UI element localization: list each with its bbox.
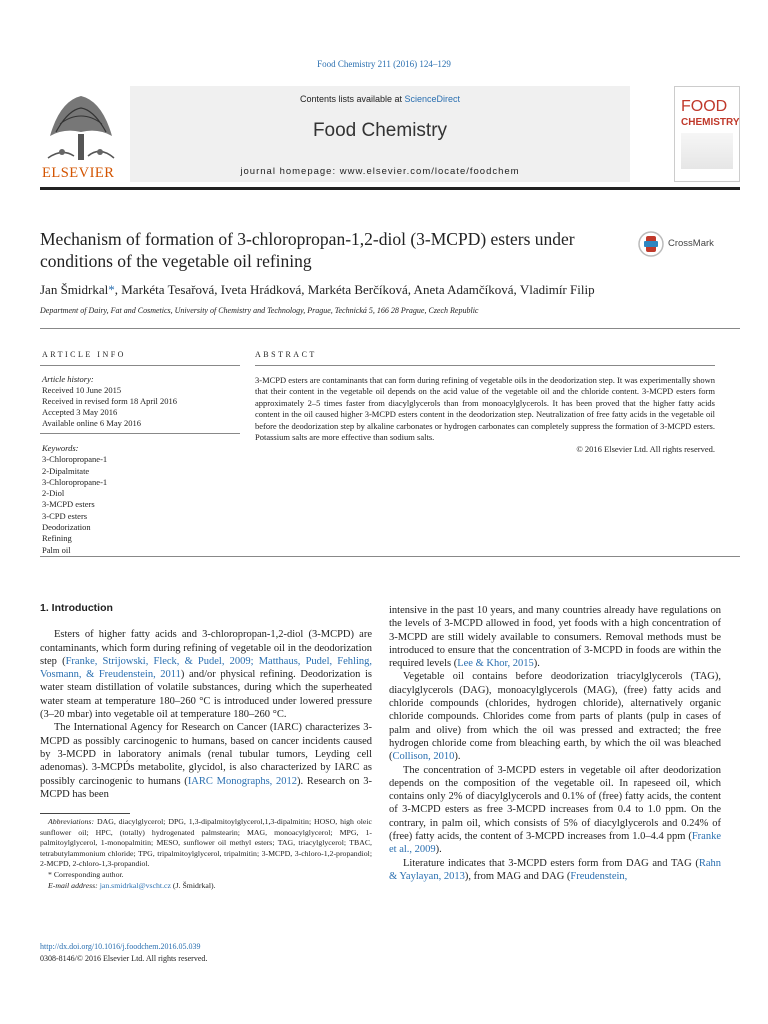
history-item: Received in revised form 18 April 2016 [42,396,178,406]
paragraph: The concentration of 3-MCPD esters in vegetable oil after deodorization depends on the composition of the vegetable oil. In rapeseed oil, which contains only 2% of diacylglycerols and 0.1% of (free) fatty acids, the content of 3-MCPD esters as free 3-MCPD increases from 0.4 to 1.0 ppm. On the contrary, in palm oil, which consists of 5% of diacylglycerols and 0.24% of (free) fatty acids, the content of 3-MCPD increases from 1.0–4.4 ppm (Franke et al., 2009). [389,764,721,856]
paragraph: Vegetable oil contains before deodorization triacylglycerols (TAG), diacylglycerols (DAG), monoacylglycerols (MAG), (free) fatty acids and chloride compounds (chlorides, hydrogen chloride), alternatively organic chloride compounds. Chlorides come from parts of plants (pulp in cases of palm and olive) from which the oil was pressed and extracted; the free hydrogen chloride come from bleaching earth, by which the oil was bleached (Collison, 2010). [389,671,721,763]
elsevier-wordmark: ELSEVIER [42,165,115,181]
citation-link[interactable]: Franke, Strijowski, Fleck, & Pudel, 2009; Matthaus, Pudel, Fehling, Vosmann, & Freudenstein, 2011 [40,655,372,681]
masthead-rule [40,187,740,190]
divider [40,556,740,557]
crossmark-label: CrossMark [668,238,714,249]
section-heading: 1. Introduction [40,602,113,614]
citation-link[interactable]: Lee & Khor, 2015 [457,658,534,670]
doi-link[interactable]: http://dx.doi.org/10.1016/j.foodchem.2016.05.039 [40,942,201,951]
journal-banner [130,86,630,182]
body-column-right [389,604,721,883]
citation-link[interactable]: Freudenstein, [570,870,628,882]
divider [40,328,740,329]
article-history [42,374,237,429]
citation-link[interactable]: IARC Monographs, 2012 [187,775,298,787]
email-link[interactable]: jan.smidrkal@vscht.cz [99,880,171,890]
paragraph: The International Agency for Research on Cancer (IARC) characterizes 3-MCPD as possibly carcinogenic to humans, based on cancer incidents caused by 3-MCPD in laboratory animals (renal tubular tumors, Leyding cell adenomas). 3-MCPD́s metabolite, glycidol, is also characterized by IARC as possibly carcinogenic to humans (IARC Monographs, 2012). Research on 3-MCPD has been [40,722,373,800]
paragraph: Literature indicates that 3-MCPD esters form from DAG and TAG (Rahn & Yaylayan, 2013), from MAG and DAG (Freudenstein, [389,857,721,882]
citation-link[interactable]: Collison, 2010 [392,751,455,763]
cover-food-text: FOOD [681,98,728,115]
history-label: Article history: [42,374,94,384]
authors-rest: , Markéta Tesařová, Iveta Hrádková, Markéta Berčíková, Aneta Adamčíková, Vladimír Filip [114,282,595,297]
cover-chemistry-text: CHEMISTRY [681,117,740,128]
history-item: Received 10 June 2015 [42,385,122,395]
keyword: Deodorization [42,522,91,533]
body-column-left [40,602,372,801]
affiliation: Department of Dairy, Fat and Cosmetics, University of Chemistry and Technology, Prague, Technická 5, 166 28 Prague, Czech Republic [40,306,479,315]
abstract-body [255,375,715,456]
contents-line: Contents lists available at ScienceDirect [299,94,461,104]
footnotes [40,817,372,891]
author-list [40,282,740,298]
keyword: 2-Diol [42,488,65,499]
abstract-heading: ABSTRACT [255,350,317,359]
crossmark-icon [638,230,664,258]
divider [255,365,715,366]
abstract-copyright: © 2016 Elsevier Ltd. All rights reserved. [576,444,715,455]
keyword: 2-Dipalmitate [42,465,90,476]
abstract-text: 3-MCPD esters are contaminants that can form during refining of vegetable oils in the deodorization step. It was experimentally shown that their content in the vegetable oil depends on the acid value of the vegetable oil and the chloride content. 3-MCPD esters form approximately 2–5 times faster from diacylglycerols than from monoacylglycerols. It has been proved that the higher fatty acids content in the oil caused higher 3-MCPD esters content in the deodorization step. Neutralization of free fatty acids in the vegetable oil before the deodorization step by alkaline carbonates or hydrogen carbonates can completely suppress the formation of 3-MCPD esters. Potassium salts are more effective than sodium salts. [255,375,715,443]
paragraph: Esters of higher fatty acids and 3-chloropropan-1,2-diol (3-MCPD) are contaminants, which form during refining of vegetable oil in the deodorization step (Franke, Strijowski, Fleck, & Pudel, 2009; Matthaus, Pudel, Fehling, Vosmann, & Freudenstein, 2011) and/or physical refining. Deodorization is water steam distillation of volatile substances, during which the superheated water steam at temperature 180–260 °C is introduced under lowered pressure (3–20 mbar) into vegetable oil at temperature 180–260 °C. [40,629,372,721]
paragraph-continued: intensive in the past 10 years, and many countries already have regulations on the levels of 3-MCPD allowed in food, yet foods with a high concentration of 3-MCPD are still widely available to consumers. Removal methods must be introduced to ensure that the concentration of 3-MCPD in foods are within the required levels (Lee & Khor, 2015). [389,605,721,670]
keywords-list [42,443,237,556]
citation-link[interactable]: Rahn & Yaylayan, 2013 [389,857,721,882]
author-corresponding[interactable]: Jan Šmidrkal [40,282,109,297]
history-item: Available online 6 May 2016 [42,418,141,428]
email-footnote: E-mail address: jan.smidrkal@vscht.cz (J. Šmidrkal). [48,880,216,890]
corresponding-author-mark[interactable]: * [108,282,115,297]
divider [40,365,240,366]
sciencedirect-link[interactable]: ScienceDirect [404,94,461,104]
journal-homepage[interactable]: journal homepage: www.elsevier.com/locate/foodchem [240,166,520,177]
keyword: 3-Chloropropane-1 [42,454,108,465]
corresponding-footnote: * Corresponding author. [48,869,124,879]
keywords-label: Keywords: [42,443,79,453]
journal-title: Food Chemistry [312,120,448,141]
elsevier-logo [40,86,122,182]
keyword: 3-CPD esters [42,510,88,521]
footnote-rule [40,813,130,814]
citation-link[interactable]: Franke et al., 2009 [389,831,721,856]
article-title: Mechanism of formation of 3-chloropropan-1,2-diol (3-MCPD) esters under conditions of the vegetable oil refining [40,229,575,271]
journal-cover-thumbnail[interactable] [674,86,740,182]
journal-masthead [40,86,740,186]
keyword: Refining [42,533,72,544]
divider [40,433,240,434]
article-info-heading: ARTICLE INFO [42,350,126,359]
cover-decoration [681,133,733,169]
crossmark-badge[interactable] [638,230,738,258]
history-item: Accepted 3 May 2016 [42,407,118,417]
journal-reference-link[interactable]: Food Chemistry 211 (2016) 124–129 [317,59,451,69]
page-footer [40,941,372,964]
keyword: 3-MCPD esters [42,499,95,510]
keyword: 3-Chloropropane-1 [42,476,108,487]
issn-line: 0308-8146/© 2016 Elsevier Ltd. All rights reserved. [40,953,208,963]
abbreviations-footnote: Abbreviations: DAG, diacylglycerol; DPG, 1,3-dipalmitoylglycerol,1,3-dipalmitin; HOSO, high oleic sunflower oil; HPC, (totally) hydrogenated palmstearin; MAG, monoacylglycerol; MPG, 1-palmitoylglycerol, 1-monopalmitin; MESO, sunflower oil methyl esters; TAG, triacylglycerol; TBAC, tetrabutylammonium chloride; TPG, tripalmitoylglycerol, tripalmitin; 3-MCPD, 3-chloro-1,2-propandiol; 2-MCPD, 2-chloro-1,3-propandiol. [40,817,372,869]
keyword: Palm oil [42,544,71,555]
